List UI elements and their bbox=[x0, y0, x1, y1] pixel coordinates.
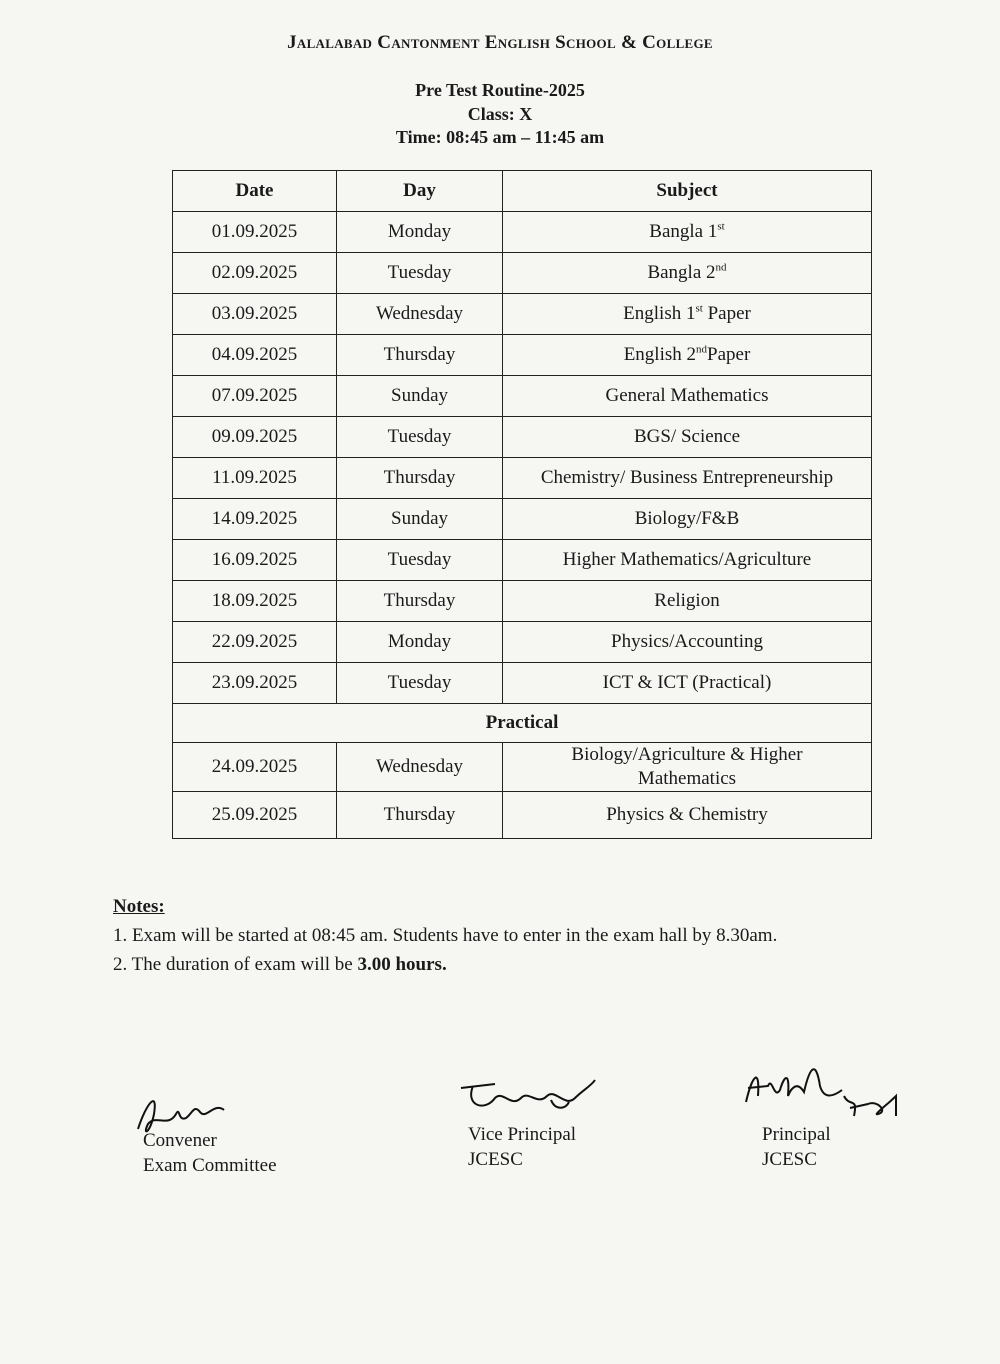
cell-subject bbox=[503, 499, 872, 540]
cell-subject bbox=[503, 743, 872, 792]
signature-convener-org: Exam Committee bbox=[143, 1155, 277, 1176]
cell-day: Thursday bbox=[337, 458, 503, 499]
cell-day: Thursday bbox=[337, 581, 503, 622]
note-1-text: 1. Exam will be started at 08:45 am. Students have to enter in the exam hall by 8.30am. bbox=[113, 925, 778, 946]
table-row bbox=[173, 253, 872, 294]
cell-day: Sunday bbox=[337, 499, 503, 540]
cell-date: 07.09.2025 bbox=[173, 376, 337, 417]
notes-title: Notes: bbox=[113, 896, 165, 917]
cell-subject bbox=[503, 540, 872, 581]
cell-date: 09.09.2025 bbox=[173, 417, 337, 458]
table-row bbox=[173, 376, 872, 417]
cell-date: 22.09.2025 bbox=[173, 622, 337, 663]
signature-principal-title: Principal bbox=[762, 1124, 831, 1145]
cell-date: 11.09.2025 bbox=[173, 458, 337, 499]
cell-day: Wednesday bbox=[337, 743, 503, 792]
header-date: Date bbox=[173, 171, 337, 212]
subject-text: English 1 bbox=[623, 303, 696, 324]
routine-rows bbox=[173, 212, 872, 839]
cell-date: 04.09.2025 bbox=[173, 335, 337, 376]
subject-suffix: Paper bbox=[702, 303, 751, 324]
signature-convener bbox=[143, 1128, 277, 1178]
practical-row bbox=[173, 743, 872, 792]
cell-subject bbox=[503, 622, 872, 663]
subject-ordinal: st bbox=[717, 220, 725, 233]
note-2-text: 2. The duration of exam will be bbox=[113, 954, 358, 975]
table-header-row bbox=[173, 171, 872, 212]
cell-subject bbox=[503, 417, 872, 458]
practical-label-row bbox=[173, 704, 872, 743]
subject-suffix: Paper bbox=[707, 344, 751, 365]
subject-text: ICT & ICT (Practical) bbox=[602, 672, 772, 693]
signature-principal-org: JCESC bbox=[762, 1149, 817, 1170]
cell-date: 14.09.2025 bbox=[173, 499, 337, 540]
cell-subject bbox=[503, 581, 872, 622]
note-2 bbox=[113, 954, 777, 976]
practical-label: Practical bbox=[173, 704, 872, 743]
table-row bbox=[173, 622, 872, 663]
subject-ordinal: nd bbox=[715, 261, 727, 274]
cell-subject bbox=[503, 458, 872, 499]
table-row bbox=[173, 458, 872, 499]
signature-principal-icon bbox=[738, 1056, 903, 1126]
signature-vice-principal bbox=[468, 1122, 576, 1172]
cell-day: Tuesday bbox=[337, 417, 503, 458]
subject-text: English 2 bbox=[623, 344, 697, 365]
cell-day: Sunday bbox=[337, 376, 503, 417]
time-line: Time: 08:45 am – 11:45 am bbox=[395, 127, 605, 147]
signature-convener-title: Convener bbox=[143, 1130, 217, 1151]
cell-subject bbox=[503, 294, 872, 335]
signature-vice-principal-org: JCESC bbox=[468, 1149, 523, 1170]
subject-text: Physics/Accounting bbox=[611, 631, 763, 652]
table-row bbox=[173, 581, 872, 622]
table-row bbox=[173, 663, 872, 704]
subject-text: BGS/ Science bbox=[633, 426, 741, 447]
cell-subject bbox=[503, 663, 872, 704]
subject-text: Biology/F&B bbox=[634, 508, 740, 529]
table-row bbox=[173, 417, 872, 458]
practical-row bbox=[173, 792, 872, 839]
cell-date: 18.09.2025 bbox=[173, 581, 337, 622]
notes-section bbox=[113, 896, 777, 976]
subject-line-1: Biology/Agriculture & Higher bbox=[571, 744, 803, 765]
header-day: Day bbox=[337, 171, 503, 212]
cell-subject bbox=[503, 335, 872, 376]
cell-day: Monday bbox=[337, 622, 503, 663]
cell-subject bbox=[503, 376, 872, 417]
signature-principal bbox=[762, 1122, 831, 1172]
class-line: Class: X bbox=[467, 104, 533, 124]
routine-title: Pre Test Routine-2025 bbox=[415, 80, 585, 100]
subject-ordinal: nd bbox=[696, 343, 708, 356]
note-2-bold: 3.00 hours. bbox=[357, 954, 447, 975]
cell-date: 25.09.2025 bbox=[173, 792, 337, 839]
subject-text: General Mathematics bbox=[605, 385, 769, 406]
cell-date: 23.09.2025 bbox=[173, 663, 337, 704]
cell-day: Tuesday bbox=[337, 663, 503, 704]
subject-text: Religion bbox=[654, 590, 720, 611]
table-row bbox=[173, 335, 872, 376]
subject-text: Bangla 2 bbox=[647, 262, 716, 283]
cell-date: 16.09.2025 bbox=[173, 540, 337, 581]
cell-date: 03.09.2025 bbox=[173, 294, 337, 335]
subject-line-1: Physics & Chemistry bbox=[606, 804, 768, 825]
cell-subject bbox=[503, 212, 872, 253]
subject-text: Higher Mathematics/Agriculture bbox=[562, 549, 812, 570]
subject-text: Chemistry/ Business Entrepreneurship bbox=[540, 467, 834, 488]
cell-day: Wednesday bbox=[337, 294, 503, 335]
note-1 bbox=[113, 925, 777, 947]
school-name: Jalalabad Cantonment English School & College bbox=[287, 32, 713, 53]
signature-vice-principal-title: Vice Principal bbox=[468, 1124, 577, 1145]
table-row bbox=[173, 294, 872, 335]
subject-line-2: Mathematics bbox=[637, 768, 737, 789]
cell-day: Thursday bbox=[337, 335, 503, 376]
cell-day: Tuesday bbox=[337, 540, 503, 581]
cell-day: Monday bbox=[337, 212, 503, 253]
cell-subject bbox=[503, 253, 872, 294]
table-row bbox=[173, 499, 872, 540]
header-subject: Subject bbox=[503, 171, 872, 212]
table-row bbox=[173, 540, 872, 581]
cell-date: 02.09.2025 bbox=[173, 253, 337, 294]
cell-date: 24.09.2025 bbox=[173, 743, 337, 792]
cell-date: 01.09.2025 bbox=[173, 212, 337, 253]
subject-text: Bangla 1 bbox=[649, 221, 718, 242]
subject-ordinal: st bbox=[695, 302, 703, 315]
cell-day: Tuesday bbox=[337, 253, 503, 294]
routine-table bbox=[172, 170, 872, 839]
cell-day: Thursday bbox=[337, 792, 503, 839]
table-row bbox=[173, 212, 872, 253]
signature-vice-principal-icon bbox=[455, 1076, 605, 1126]
cell-subject bbox=[503, 792, 872, 839]
